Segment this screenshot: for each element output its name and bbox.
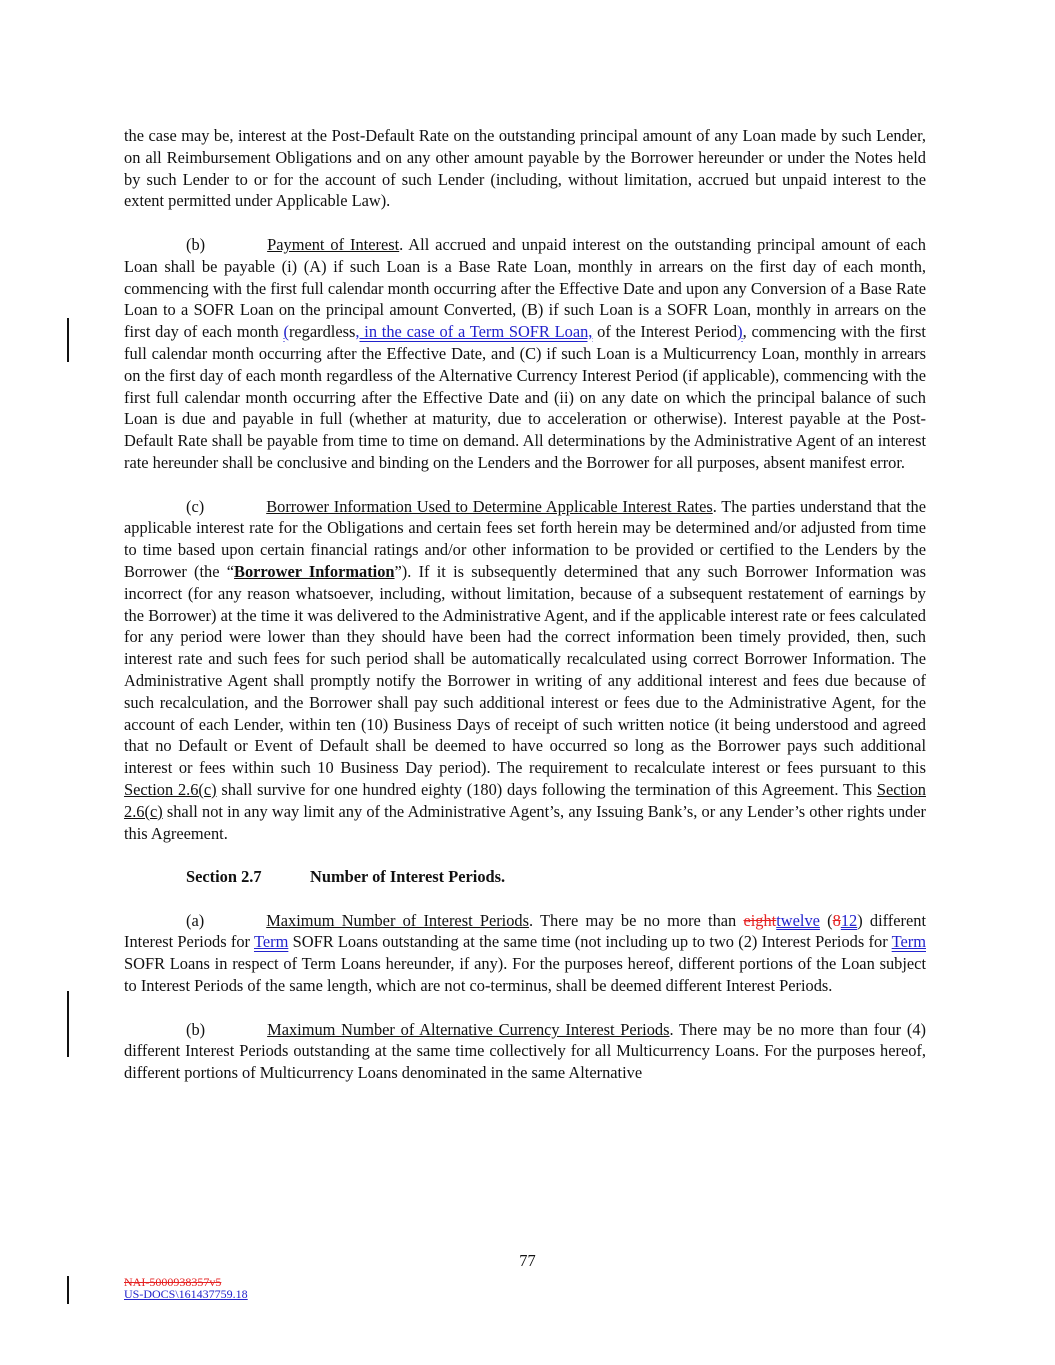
text: ) different Interest Periods for [124, 910, 926, 952]
insertion: , in the case of a Term SOFR Loan, [355, 322, 593, 342]
clause-title: Maximum Number of Alternative Currency Interest Periods [267, 1019, 670, 1039]
text: SOFR Loans outstanding at the same time (not including up to two (2) Interest Periods for [288, 932, 892, 952]
paragraph-b-max-alt-currency-periods [124, 1019, 926, 1084]
document-body [124, 125, 926, 1106]
defined-term: Borrower Information [234, 561, 395, 581]
clause-title: Payment of Interest [267, 234, 400, 254]
section-heading [186, 866, 926, 888]
clause-label: (a) [186, 910, 205, 930]
paragraph-b-payment-of-interest [124, 234, 926, 474]
section-title: Number of Interest Periods. [310, 867, 506, 887]
change-bar [67, 318, 69, 362]
text: ”). If it is subsequently determined that any such Borrower Information was incorrect (for any reason whatsoever, including, without limitation, because of a subsequent restatement of earnings by the Borrower) at the time it was delivered to the Administrative Agent, and if the applicable interest rate or fees calculated for any period were lower than they should have been had the correct information been timely provided, then, such interest rate and such fees for such period shall be automatically recalculated using correct Borrower Information. The Administrative Agent shall promptly notify the Borrower in writing of any additional interest and fees due because of such recalculation, and the Borrower shall pay such additional interest or fees due to the Administrative Agent, for the account of each Lender, within ten (10) Business Days of receipt of such written notice (it being understood and agreed that no Default or Event of Default shall be deemed to have occurred so long as the Borrower pays such additional interest or fees within such 10 Business Day period). The requirement to recalculate interest or fees pursuant to this [124, 561, 927, 778]
insertion: Term [253, 932, 289, 952]
clause-label: (b) [186, 1019, 206, 1039]
text: shall not in any way limit any of the Administrative Agent’s, any Issuing Bank’s, or any Lender’s other rights under this Agreement. [124, 801, 926, 843]
insertion: ( [283, 322, 289, 342]
section-number: Section 2.7 [186, 867, 262, 887]
page-number: 77 [519, 1251, 536, 1270]
inserted-doc-id: US-DOCS\161437759.18 [124, 1287, 248, 1301]
text: of the Interest Period [592, 322, 738, 342]
clause-label: (b) [186, 234, 206, 254]
text: . There may be no more than four (4) different Interest Periods outstanding at the same time collectively for all Multicurrency Loans. For the purposes hereof, different portions of Multicurrency Loans denominated in the same Alternative [124, 1019, 926, 1083]
deletion: eight [743, 910, 777, 930]
text: shall survive for one hundred eighty (180) days following the termination of this Agreement. This [216, 779, 877, 799]
text: . The parties understand that the applicable interest rate for the Obligations and certain fees set forth herein may be determined and/or adjusted from time to time based upon certain financial ratings and/or other information to be provided or certified to the Lenders by the Borrower (the “ [124, 496, 926, 581]
text: SOFR Loans in respect of Term Loans hereunder, if any). For the purposes hereof, different portions of the Loan subject to Interest Periods of the same length, which are not co-terminus, shall be deemed different Interest Periods. [124, 954, 926, 996]
deleted-doc-id: NAI-5000938357v5 [124, 1275, 222, 1289]
text: . All accrued and unpaid interest on the outstanding principal amount of each Loan shall be payable (i) (A) if such Loan is a Base Rate Loan, monthly in arrears on the first day of each month, commencing with the first full calendar month occurring after the Effective Date and upon any Conversion of a Base Rate Loan to a SOFR Loan on the principal amount Converted, (B) if such Loan is a SOFR Loan, monthly in arrears on the first day of each month [124, 234, 927, 342]
clause-title: Maximum Number of Interest Periods [266, 910, 530, 930]
section-reference: Section 2.6(c) [124, 779, 926, 821]
text: , commencing with the first full calendar month occurring after the Effective Date, and (C) if such Loan is a Multicurrency Loan, monthly in arrears on the first day of each month regardless of the Alternative Currency Interest Period (if applicable), commencing with the first full calendar month occurring after the Effective Date and (ii) on any date on which the principal balance of such Loan is due and payable in full (whether at maturity, due to acceleration or otherwise). Interest payable at the Post-Default Rate shall be payable from time to time on demand. All determinations by the Administrative Agent of an interest rate hereunder shall be conclusive and binding on the Lenders and the Borrower for all purposes, absent manifest error. [124, 322, 926, 472]
text: ( [819, 910, 833, 930]
paragraph-c-borrower-information [124, 496, 926, 845]
insertion: Term [891, 932, 926, 952]
deletion: 8 [832, 910, 841, 930]
insertion: 12 [840, 910, 858, 930]
document-footer [124, 1276, 248, 1300]
insertion: twelve [776, 910, 820, 930]
clause-title: Borrower Information Used to Determine Applicable Interest Rates [266, 496, 713, 516]
text: regardless [288, 322, 356, 342]
clause-label: (c) [186, 496, 205, 516]
text: . There may be no more than [529, 910, 744, 930]
paragraph-continuation: the case may be, interest at the Post-Default Rate on the outstanding principal amount of any Loan made by such Lender, on all Reimbursement Obligations and on any other amount payable by the Borrower hereunder or under the Notes held by such Lender to or for the account of such Lender (including, without limitation, accrued but unpaid interest to the extent permitted under Applicable Law). [124, 126, 926, 211]
insertion: ) [737, 322, 743, 342]
section-reference: Section 2.6(c) [124, 779, 217, 799]
change-bar [67, 991, 69, 1057]
change-bar [67, 1276, 69, 1304]
paragraph-a-max-interest-periods [124, 910, 926, 997]
